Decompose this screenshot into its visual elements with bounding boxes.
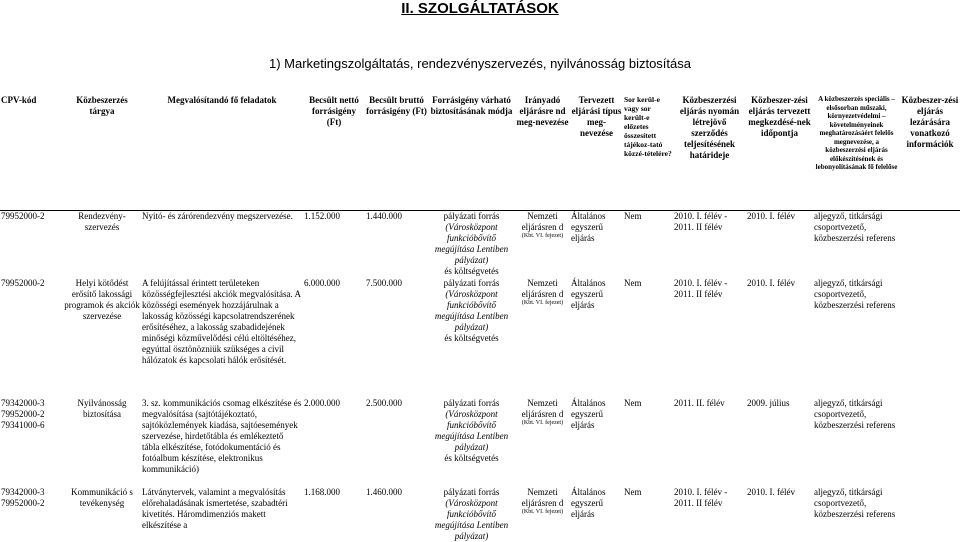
cell-cpv: 79952000-2: [1, 210, 45, 221]
col-header-deadline: Közbeszerzési eljárás nyomán létrejövő szerződés teljesítésének határideje: [673, 95, 746, 210]
cell-type: Általános egyszerű eljárás: [571, 398, 606, 430]
cell-tasks: Nyitó- és zárórendezvény megszervezése.: [142, 210, 293, 221]
cell-subject: Nyilvánosság biztosítása: [77, 398, 127, 419]
cell-funding: pályázati forrás (Városközpont funkcióbővítő megújítása Lentiben pályázat): [434, 487, 509, 541]
table-row: [0, 398, 960, 487]
col-header-net: Becsült nettó forrásigény (Ft): [303, 95, 365, 210]
cell-prior: Nem: [624, 487, 642, 497]
cell-type: Általános egyszerű eljárás: [571, 210, 606, 243]
cell-net: 1.168.000: [304, 487, 340, 497]
cell-deadline: 2010. I. félév - 2011. II félév: [674, 487, 728, 508]
table-row: [0, 487, 960, 542]
cell-cpv: 79342000-3 79952000-2 79341000-6: [1, 398, 45, 430]
page-title: II. SZOLGÁLTATÁSOK: [401, 0, 559, 17]
cell-closing: [900, 487, 960, 542]
cell-cpv: 79342000-3 79952000-2: [1, 487, 45, 508]
cell-responsible: aljegyző, titkársági csoportvezető, közbeszerzési referens: [814, 278, 896, 310]
section-title: 1) Marketingszolgáltatás, rendezvényszervezés, nyilvánosság biztosítása: [269, 56, 691, 71]
col-header-procedure: Irányadó eljárásre nd meg-nevezése: [515, 95, 570, 210]
cell-prior: Nem: [624, 210, 642, 221]
cell-prior: Nem: [624, 278, 642, 288]
cell-responsible: aljegyző, titkársági csoportvezető, közbeszerzési referens: [814, 487, 896, 519]
col-header-responsible: A közbeszerzés speciális – elsősorban műszaki, környezetvédelmi – követelményeinek meghatározásáért felelős megnevezése, a közbeszerzési eljárás előkészítésének és lebonyolításának fő felelőse: [813, 95, 900, 210]
table-header-row: [0, 95, 960, 210]
cell-start: 2010. I. félév: [747, 278, 795, 288]
table-row: [0, 210, 960, 278]
cell-subject: Rendezvény-szervezés: [78, 210, 126, 232]
cell-start: 2010. I. félév: [747, 487, 795, 497]
cell-cpv: 79952000-2: [1, 278, 45, 288]
col-header-type: Tervezett eljárási típus meg-nevezése: [570, 95, 623, 210]
cell-start: 2009. július: [747, 398, 790, 408]
cell-type: Általános egyszerű eljárás: [571, 278, 606, 310]
cell-procedure: Nemzeti eljárásren d (Kbt. VI. fejezet): [521, 487, 564, 515]
cell-type: Általános egyszerű eljárás: [571, 487, 606, 519]
cell-subject: Helyi kötődést erősítő lakossági programok és akciók szervezése: [64, 278, 140, 321]
cell-deadline: 2010. I. félév - 2011. II félév: [674, 210, 728, 232]
cell-deadline: 2011. II. félév: [674, 398, 725, 408]
cell-closing: [900, 210, 960, 278]
cell-funding: pályázati forrás (Városközpont funkcióbővítő megújítása Lentiben pályázat) és költségvetés: [434, 398, 509, 463]
cell-procedure: Nemzeti eljárásren d (Kbt. VI. fejezet): [521, 278, 564, 306]
cell-funding: pályázati forrás (Városközpont funkcióbővítő megújítása Lentiben pályázat) és költségvetés: [434, 278, 509, 343]
col-header-funding: Forrásigény várható biztosításának módja: [428, 95, 515, 210]
cell-subject: Kommunikáció s tevékenység: [71, 487, 133, 508]
cell-procedure: Nemzeti eljárásren d (Kbt. VI. fejezet): [521, 210, 564, 239]
cell-responsible: aljegyző, titkársági csoportvezető, közbeszerzési referens: [814, 210, 896, 243]
cell-gross: 1.440.000: [366, 210, 402, 221]
cell-procedure: Nemzeti eljárásren d (Kbt. VI. fejezet): [521, 398, 564, 426]
col-header-tasks: Megvalósítandó fő feladatok: [141, 95, 303, 210]
cell-net: 6.000.000: [304, 278, 340, 288]
cell-closing: [900, 278, 960, 398]
col-header-gross: Becsült bruttó forrásigény (Ft): [365, 95, 428, 210]
col-header-closing: Közbeszer-zési eljárás lezárására vonatkozó információk: [900, 95, 960, 210]
cell-tasks: 3. sz. kommunikációs csomag elkészítése és megvalósítása (sajtótájékoztató, sajtóközlemények kiadása, sajtóesemények szervezése, hirdetőtábla és emlékeztető tábla elkészítése, fotódokumentáció és fotóalbum készítése, elektronikus kommunikáció): [142, 398, 302, 474]
cell-gross: 1.460.000: [366, 487, 402, 497]
cell-responsible: aljegyző, titkársági csoportvezető, közbeszerzési referens: [814, 398, 896, 430]
cell-closing: [900, 398, 960, 487]
cell-gross: 2.500.000: [366, 398, 402, 408]
procurement-table: [0, 95, 960, 542]
col-header-start: Közbeszer-zési eljárás tervezett megkezdésé-nek időpontja: [746, 95, 813, 210]
cell-prior: Nem: [624, 398, 642, 408]
cell-deadline: 2010. I. félév - 2011. II félév: [674, 278, 728, 299]
cell-gross: 7.500.000: [366, 278, 402, 288]
cell-funding: pályázati forrás (Városközpont funkcióbővítő megújítása Lentiben pályázat) és költségvetés: [434, 210, 509, 276]
table-row: [0, 278, 960, 398]
col-header-cpv: CPV-kód: [0, 95, 63, 210]
cell-net: 1.152.000: [304, 210, 340, 221]
col-header-prior-notice: Sor kerül-e vagy sor került-e előzetes összesített tájékoz-tató közzé-tételére?: [623, 95, 673, 210]
col-header-subject: Közbeszerzés tárgya: [63, 95, 141, 210]
cell-tasks: Látványtervek, valamint a megvalósítás előrehaladásának ismertetése, szabadtéri kivetítés. Háromdimenziós makett elkészítése a: [142, 487, 288, 530]
cell-start: 2010. I. félév: [747, 210, 795, 221]
cell-tasks: A felújítással érintett területeken közösségfejlesztési akciók megvalósítása. A közösségi események hozzájárulnak a lakosság közösségi kapcsolatrendszerének erősítéséhez, a lakosság szabadidejének minőségi közművelődési célú eltöltéséhez, egyúttal ösztönözniük szükséges a civil hálózatok és kapcsolati hálók erősítését.: [142, 278, 301, 365]
cell-net: 2.000.000: [304, 398, 340, 408]
